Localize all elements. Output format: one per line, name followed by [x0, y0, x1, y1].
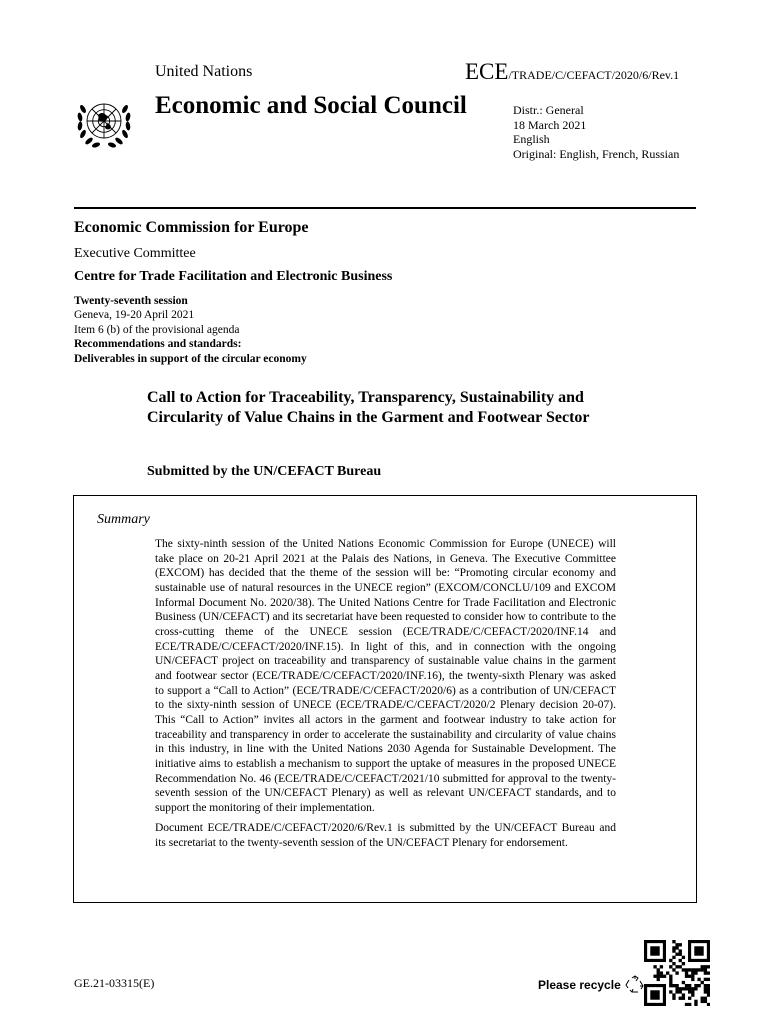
- header-divider: [74, 207, 696, 209]
- distribution-line: Original: English, French, Russian: [513, 146, 680, 161]
- summary-paragraph: Document ECE/TRADE/C/CEFACT/2020/6/Rev.1 is submitted by the UN/CEFACT Bureau and its secretariat to the twenty-seventh session of the UN/CEFACT Plenary for endorsement.: [155, 822, 616, 850]
- summary-paragraph: The sixty-ninth session of the United Nations Economic Commission for Europe (UNECE) will take place on 20-21 April 2021 at the Palais des Nations, in Geneva. The Executive Committee (EXCOM) has decided that the theme of the session will be: “Promoting circular economy and sustainable use of natural resources in the UNECE region” (EXCOM/CONCLU/109 and EXCOM Informal Document No. 2020/38). The United Nations Centre for Trade Facilitation and Electronic Business (UN/CEFACT) and its secretariat have been requested to consider how to contribute to the cross-cutting theme of the UNECE session (ECE/TRADE/C/CEFACT/2020/INF.14 and ECE/TRADE/C/CEFACT/2020/INF.15). In light of this, and in connection with the ongoing UN/CEFACT project on traceability and transparency of sustainable value chains in the garment and footwear sector (ECE/TRADE/C/CEFACT/2020/INF.16), the twenty-sixth Plenary was asked to support a “Call to Action” (ECE/TRADE/C/CEFACT/2020/6) as a contribution of UN/CEFACT to the sixty-ninth session of UNECE (ECE/TRADE/C/CEFACT/2020/2 Plenary decision 20-07). This “Call to Action” invites all actors in the garment and footwear industry to take action for traceability and transparency in order to accelerate the sustainability and circularity of value chains in this industry, in line with the United Nations 2030 Agenda for Sustainable Development. The initiative aims to establish a mechanism to support the uptake of measures in the proposed UNECE Recommendation No. 46 (ECE/TRADE/C/CEFACT/2021/10 submitted for approval to the twenty-seventh session of the UN/CEFACT Plenary) as well as relevant UN/CEFACT standards, and to support the monitoring of their implementation.: [155, 538, 616, 814]
- submitted-by: Submitted by the UN/CEFACT Bureau: [147, 464, 382, 479]
- agenda-subtopic: Deliverables in support of the circular economy: [74, 352, 307, 365]
- agenda-item: Item 6 (b) of the provisional agenda: [74, 323, 240, 336]
- distribution-block: [513, 103, 679, 161]
- committee-heading: Executive Committee: [74, 246, 196, 261]
- un-emblem-icon: [74, 93, 134, 153]
- document-symbol: [465, 59, 679, 85]
- recycle-notice: [538, 975, 646, 995]
- centre-heading: Centre for Trade Facilitation and Electronic Business: [74, 269, 393, 284]
- distribution-line: English: [513, 132, 550, 147]
- commission-heading: Economic Commission for Europe: [74, 219, 309, 236]
- session-info: [74, 294, 307, 366]
- distribution-line: 18 March 2021: [513, 117, 587, 132]
- qr-code-icon: [644, 940, 710, 1006]
- recycle-icon: [624, 975, 646, 995]
- summary-heading: Summary: [97, 512, 150, 527]
- session-place-dates: Geneva, 19-20 April 2021: [74, 309, 195, 322]
- document-symbol-rest: /TRADE/C/CEFACT/2020/6/Rev.1: [508, 68, 680, 82]
- document-title: Call to Action for Traceability, Transparency, Sustainability and Circularity of Value Chains in the Garment and Footwear Sector: [147, 389, 590, 426]
- summary-body: [155, 537, 616, 857]
- organization-label: United Nations: [155, 63, 253, 80]
- recycle-text: Please recycle: [538, 978, 621, 992]
- council-title: Economic and Social Council: [155, 92, 467, 119]
- session-number: Twenty-seventh session: [74, 295, 188, 307]
- document-symbol-main: ECE: [465, 59, 509, 84]
- distribution-line: Distr.: General: [513, 103, 584, 117]
- job-number: GE.21-03315(E): [74, 976, 155, 990]
- agenda-topic: Recommendations and standards:: [74, 338, 242, 351]
